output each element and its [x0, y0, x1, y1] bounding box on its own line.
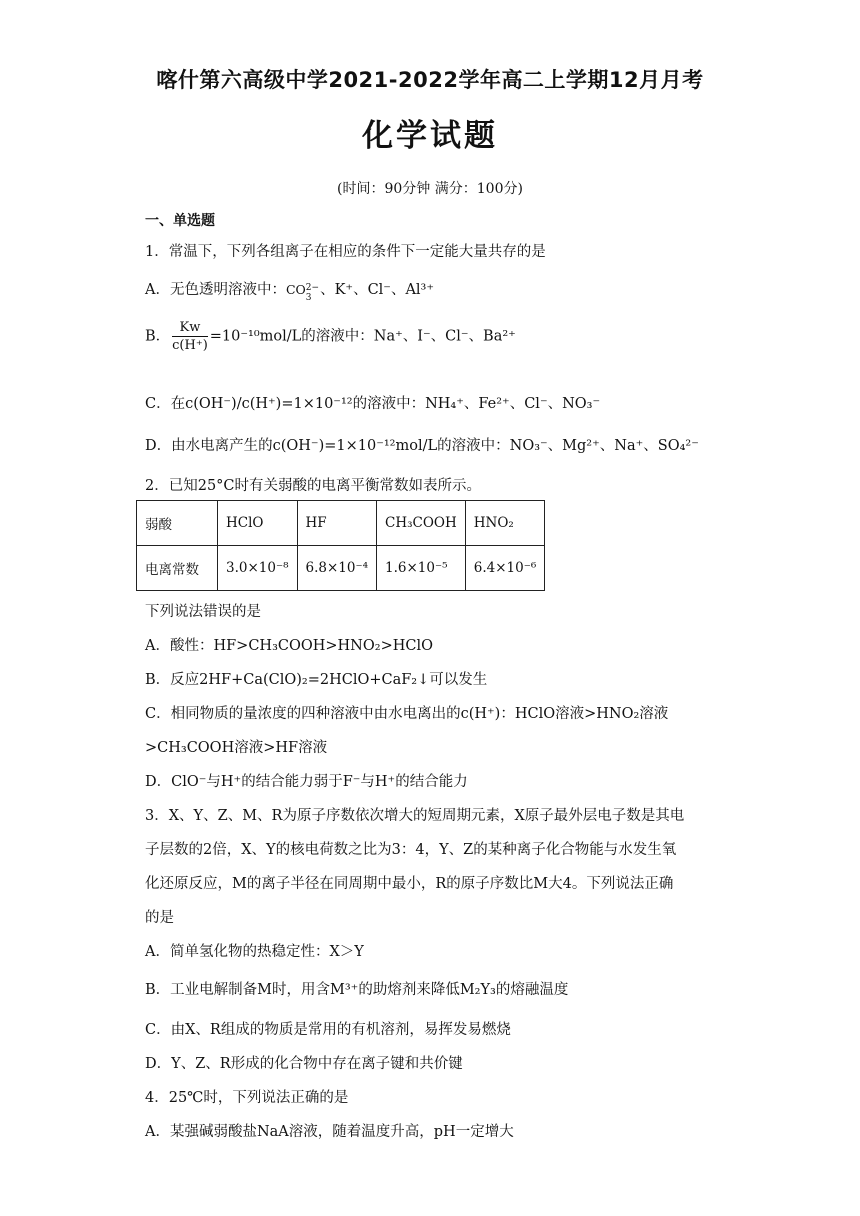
q2-option-c: C．相同物质的量浓度的四种溶液中由水电离出的c(H⁺)：HClO溶液>HNO₂溶液: [145, 706, 669, 722]
q2-option-a: A．酸性：HF>CH₃COOH>HNO₂>HClO: [145, 638, 433, 654]
q2-option-d: D．ClO⁻与H⁺的结合能力弱于F⁻与H⁺的结合能力: [145, 774, 468, 790]
subject-title: 化学试题: [362, 118, 498, 154]
q3-option-d: D．Y、Z、R形成的化合物中存在离子键和共价键: [145, 1056, 463, 1072]
exam-info: (时间：90分钟 满分：100分): [337, 181, 523, 197]
q1-c-ions: NH₄⁺、Fe²⁺、Cl⁻、NO₃⁻: [425, 396, 601, 412]
table-cell: 3.0×10⁻⁸: [218, 546, 298, 591]
q3-option-c: C．由X、R组成的物质是常用的有机溶剂，易挥发易燃烧: [145, 1022, 511, 1038]
table-cell: 6.4×10⁻⁶: [465, 546, 545, 591]
q1-d-prefix: D．由水电离产生的c(OH⁻)=1×10⁻¹²mol/L的溶液中：: [145, 438, 510, 454]
carbonate-ion: CO 2− 3: [285, 282, 320, 303]
table-cell: 1.6×10⁻⁵: [377, 546, 466, 591]
table-cell: 电离常数: [137, 546, 218, 591]
table-cell: HClO: [218, 501, 298, 546]
section-heading: 一、单选题: [145, 213, 215, 229]
q1-option-d: [145, 434, 699, 455]
ionization-constant-table: [136, 500, 545, 591]
table-cell: 弱酸: [137, 501, 218, 546]
table-cell: HF: [297, 501, 377, 546]
table-cell: HNO₂: [465, 501, 545, 546]
q3-stem-line: 子层数的2倍，X、Y的核电荷数之比为3：4，Y、Z的某种离子化合物能与水发生氧: [145, 842, 677, 858]
kw-fraction: [172, 320, 208, 353]
table-cell: 6.8×10⁻⁴: [297, 546, 377, 591]
fraction-numerator: Kw: [172, 320, 208, 337]
q1-option-b: [145, 320, 516, 353]
q2-option-b: B．反应2HF+Ca(ClO)₂=2HClO+CaF₂↓可以发生: [145, 672, 488, 688]
q3-stem-line: 的是: [145, 910, 174, 926]
table-cell: CH₃COOH: [377, 501, 466, 546]
q4-stem: 4．25℃时，下列说法正确的是: [145, 1090, 349, 1106]
q1-b-rest: =10⁻¹⁰mol/L的溶液中：Na⁺、I⁻、Cl⁻、Ba²⁺: [209, 328, 516, 345]
q1-a-prefix: A．无色透明溶液中：: [145, 282, 286, 298]
q1-b-prefix: B．: [145, 328, 171, 345]
q2-option-c-cont: >CH₃COOH溶液>HF溶液: [145, 740, 328, 756]
q1-a-ions: 、K⁺、Cl⁻、Al³⁺: [320, 282, 435, 298]
q4-option-a: A．某强碱弱酸盐NaA溶液，随着温度升高，pH一定增大: [145, 1124, 514, 1140]
table-row: [137, 546, 545, 591]
q3-option-a: A．简单氢化物的热稳定性：X＞Y: [145, 944, 364, 960]
q1-option-a: [145, 278, 434, 303]
q2-prompt: 下列说法错误的是: [145, 604, 261, 620]
table-row: [137, 501, 545, 546]
fraction-denominator: c(H⁺): [172, 338, 208, 353]
q1-c-prefix: C．在c(OH⁻)/c(H⁺)=1×10⁻¹²的溶液中：: [145, 396, 426, 412]
q3-option-b: B．工业电解制备M时，用含M³⁺的助熔剂来降低M₂Y₃的熔融温度: [145, 982, 569, 998]
q1-stem: 1．常温下，下列各组离子在相应的条件下一定能大量共存的是: [145, 244, 546, 260]
q3-stem-line: 化还原反应，M的离子半径在同周期中最小，R的原子序数比M大4。下列说法正确: [145, 876, 674, 892]
q1-d-ions: NO₃⁻、Mg²⁺、Na⁺、SO₄²⁻: [509, 438, 699, 454]
q3-stem-line: 3．X、Y、Z、M、R为原子序数依次增大的短周期元素，X原子最外层电子数是其电: [145, 808, 685, 824]
exam-title: 喀什第六高级中学2021-2022学年高二上学期12月月考: [156, 68, 704, 92]
q2-stem: 2．已知25°C时有关弱酸的电离平衡常数如表所示。: [145, 478, 482, 494]
q1-option-c: [145, 392, 600, 413]
